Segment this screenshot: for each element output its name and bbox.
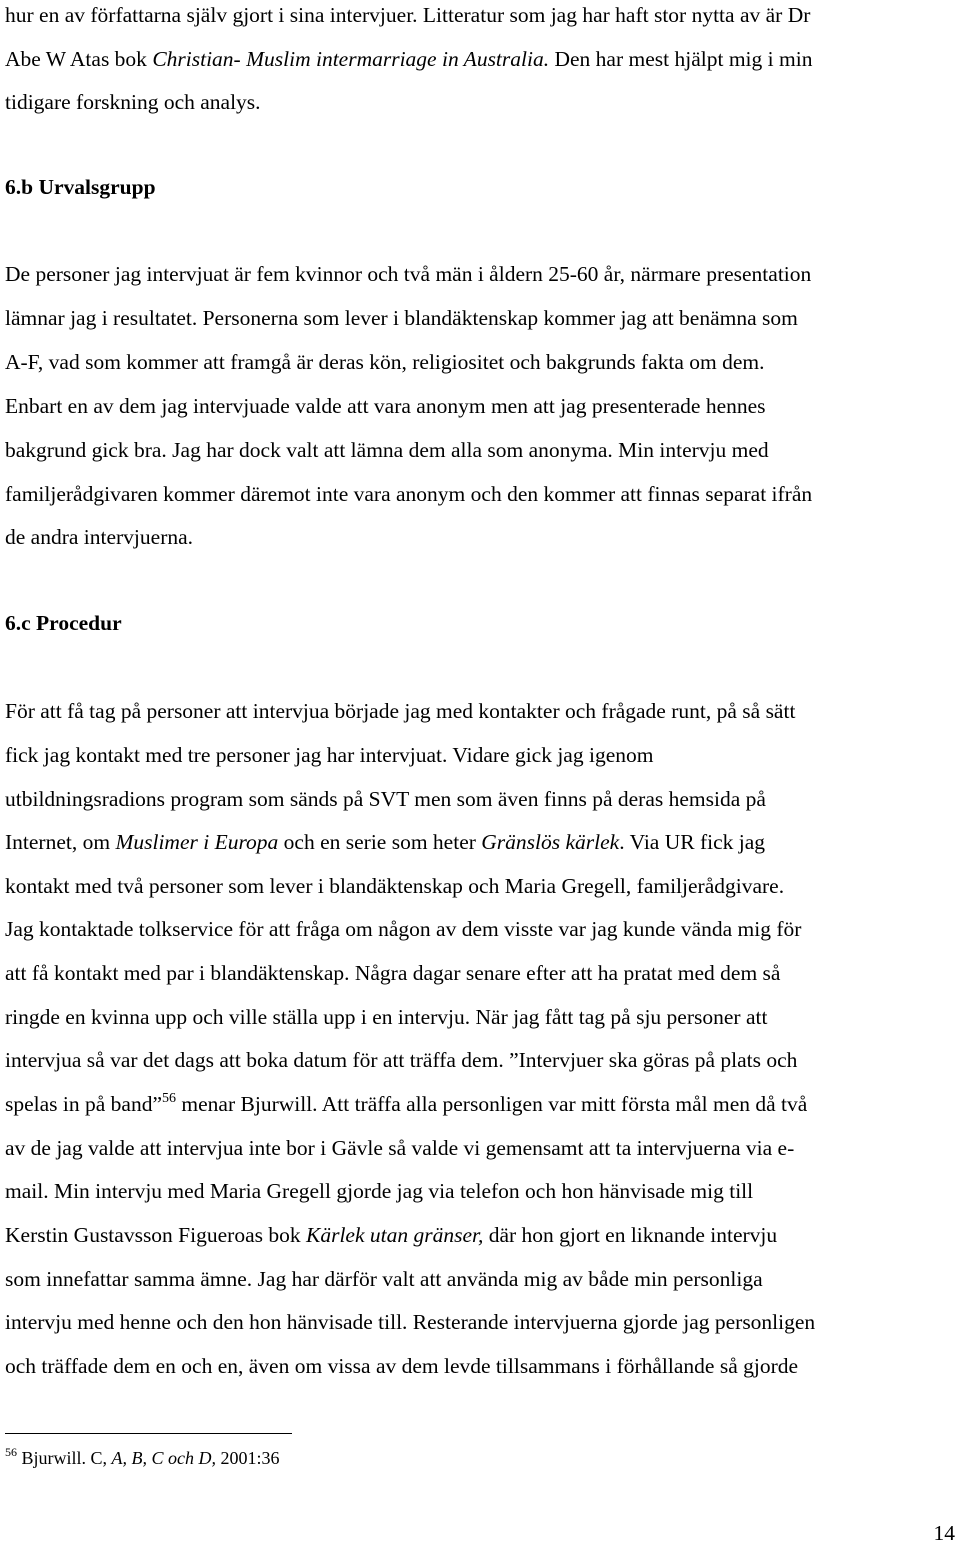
paragraph-line: För att få tag på personer att intervjua började jag med kontakter och frågade runt, på så sätt [5,699,796,723]
paragraph-line: A-F, vad som kommer att framgå är deras kön, religiositet och bakgrunds fakta om dem. [5,350,765,374]
paragraph-line: utbildningsradions program som sänds på SVT men som även finns på deras hemsida på [5,787,766,811]
text-span: Internet, om [5,830,116,854]
paragraph-line [5,2,810,28]
paragraph-line [5,829,765,855]
paragraph-line: Enbart en av dem jag intervjuade valde att vara anonym men att jag presenterade hennes [5,394,766,418]
footnote-number: 56 [5,1445,17,1459]
cited-title: A, B, C och D, [111,1448,216,1468]
text-span: och en serie som heter [278,830,482,854]
paragraph-line: Jag kontaktade tolkservice för att fråga om någon av dem visste var jag kunde vända mig för [5,917,802,941]
paragraph-line: fick jag kontakt med tre personer jag har intervjuat. Vidare gick jag igenom [5,743,654,767]
paragraph-line: intervju med henne och den hon hänvisade till. Resterande intervjuerna gjorde jag personligen [5,1310,816,1334]
text-span: tidigare forskning och analys. [5,90,261,114]
paragraph-line: kontakt med två personer som lever i blandäktenskap och Maria Gregell, familjerådgivare. [5,874,785,898]
quoted-text: spelas in på band” [5,1092,163,1116]
paragraph-line: intervjua så var det dags att boka datum för att träffa dem. ”Intervjuer ska göras på plats och [5,1048,798,1072]
page-number: 14 [933,1521,955,1545]
section-heading-urvalsgrupp: 6.b Urvalsgrupp [5,175,156,199]
paragraph-line: familjerådgivaren kommer däremot inte vara anonym och den kommer att finnas separat ifrån [5,482,813,506]
paragraph-line: bakgrund gick bra. Jag har dock valt att lämna dem alla som anonyma. Min intervju med [5,438,769,462]
program-title: Muslimer i Europa [115,830,279,854]
text-span: menar Bjurwill. Att träffa alla personligen var mitt första mål men då två [176,1092,808,1116]
text-span: hur en av författarna själv gjort i sina intervjuer. Litteratur som jag har haft stor nytta av är Dr [5,3,811,27]
paragraph-line: av de jag valde att intervjua inte bor i Gävle så valde vi gemensamt att ta intervjuerna via e- [5,1136,795,1160]
paragraph-line: att få kontakt med par i blandäktenskap. Några dagar senare efter att ha pratat med dem så [5,961,781,985]
text-span: 2001:36 [216,1448,280,1468]
text-span: Bjurwill. C, [17,1448,112,1468]
footnote-separator [5,1433,292,1434]
paragraph-line: De personer jag intervjuat är fem kvinnor och två män i åldern 25-60 år, närmare presentation [5,262,812,286]
series-title: Gränslös kärlek [481,830,620,854]
paragraph-line [5,46,812,72]
paragraph-line [5,89,261,115]
paragraph-line [5,1222,777,1248]
text-span: där hon gjort en liknande intervju [483,1223,778,1247]
paragraph-line [5,1091,807,1117]
paragraph-line: de andra intervjuerna. [5,525,194,549]
text-span: Den har mest hjälpt mig i min [549,47,813,71]
paragraph-line: mail. Min intervju med Maria Gregell gjorde jag via telefon och hon hänvisade mig till [5,1179,754,1203]
text-span: Abe W Atas bok [5,47,153,71]
text-span: Kerstin Gustavsson Figueroas bok [5,1223,306,1247]
book-title: Christian- Muslim intermarriage in Australia. [152,47,550,71]
footnote [5,1446,280,1470]
paragraph-line: lämnar jag i resultatet. Personerna som lever i blandäktenskap kommer jag att benämna som [5,306,798,330]
footnote-reference: 56 [162,1091,177,1106]
paragraph-line: ringde en kvinna upp och ville ställa upp i en intervju. När jag fått tag på sju personer att [5,1005,768,1029]
text-span: . Via UR fick jag [619,830,766,854]
paragraph-line: som innefattar samma ämne. Jag har därför valt att använda mig av både min personliga [5,1267,763,1291]
book-title: Kärlek utan gränser, [305,1223,484,1247]
paragraph-line: och träffade dem en och en, även om vissa av dem levde tillsammans i förhållande så gjorde [5,1354,799,1378]
section-heading-procedur: 6.c Procedur [5,611,122,635]
